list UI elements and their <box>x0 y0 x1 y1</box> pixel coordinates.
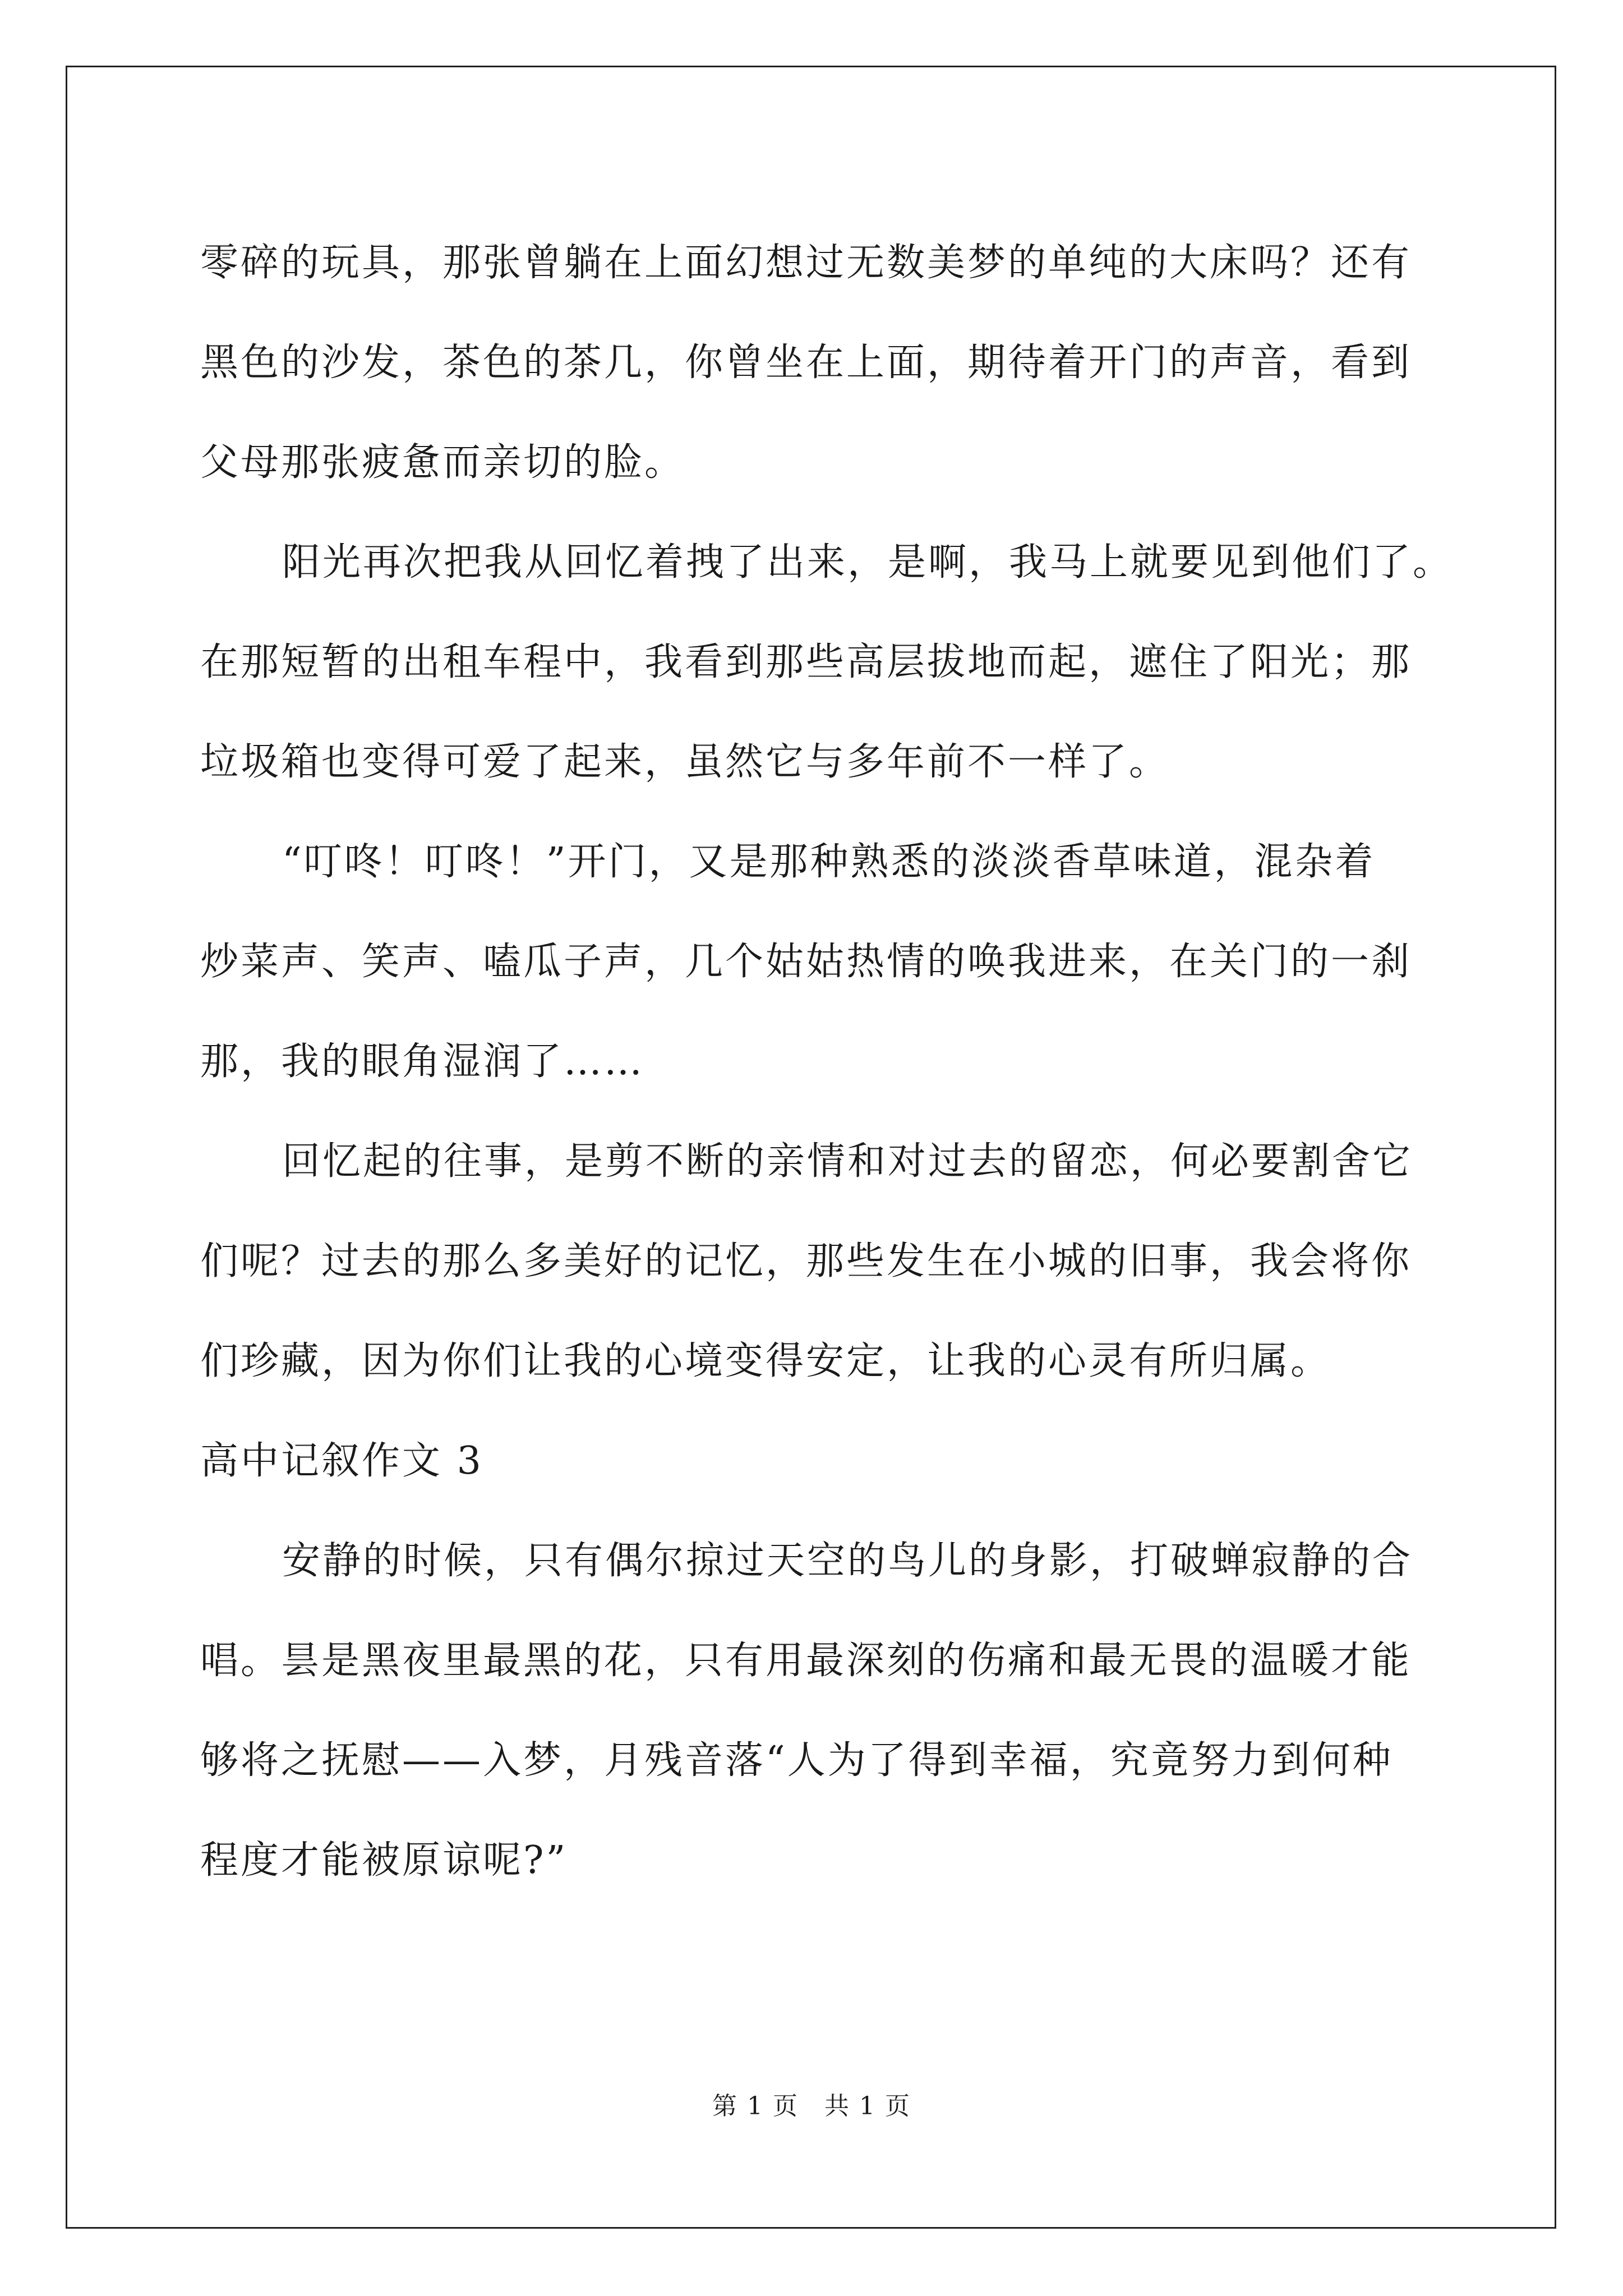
text-line: 炒菜声、笑声、嗑瓜子声，几个姑姑热情的唤我进来，在关门的一刹 <box>200 940 1412 984</box>
text-line: 们珍藏，因为你们让我的心境变得安定，让我的心灵有所归属。 <box>200 1339 1331 1383</box>
page-number-footer: 第 1 页 共 1 页 <box>712 2092 911 2120</box>
text-line: 够将之抚慰——入梦，月残音落“人为了得到幸福，究竟努力到何种 <box>200 1738 1393 1783</box>
text-line: 唱。昙是黑夜里最黑的花，只有用最深刻的伤痛和最无畏的温暖才能 <box>200 1639 1412 1683</box>
text-line: 们呢？过去的那么多美好的记忆，那些发生在小城的旧事，我会将你 <box>200 1239 1412 1283</box>
text-line: 零碎的玩具，那张曾躺在上面幻想过无数美梦的单纯的大床吗？还有 <box>200 241 1412 285</box>
text-line: 父母那张疲惫而亲切的脸。 <box>200 440 685 485</box>
paragraph-first-line: “叮咚！叮咚！”开门，又是那种熟悉的淡淡香草味道，混杂着 <box>282 840 1376 884</box>
paragraph-first-line: 阳光再次把我从回忆着拽了出来，是啊，我马上就要见到他们了。 <box>282 540 1454 585</box>
text-line: 黑色的沙发，茶色的茶几，你曾坐在上面，期待着开门的声音，看到 <box>200 341 1412 385</box>
text-line: 那，我的眼角湿润了…… <box>200 1039 645 1084</box>
paragraph-first-line: 回忆起的往事，是剪不断的亲情和对过去的留恋，何必要割舍它 <box>282 1139 1413 1184</box>
text-line: 垃圾箱也变得可爱了起来，虽然它与多年前不一样了。 <box>200 740 1170 784</box>
text-line: 在那短暂的出租车程中，我看到那些高层拔地而起，遮住了阳光；那 <box>200 640 1412 684</box>
section-heading: 高中记叙作文 3 <box>200 1439 483 1483</box>
text-line: 程度才能被原谅呢?” <box>200 1838 568 1883</box>
paragraph-first-line: 安静的时候，只有偶尔掠过天空的鸟儿的身影，打破蝉寂静的合 <box>282 1539 1413 1583</box>
document-body <box>200 213 1454 1911</box>
